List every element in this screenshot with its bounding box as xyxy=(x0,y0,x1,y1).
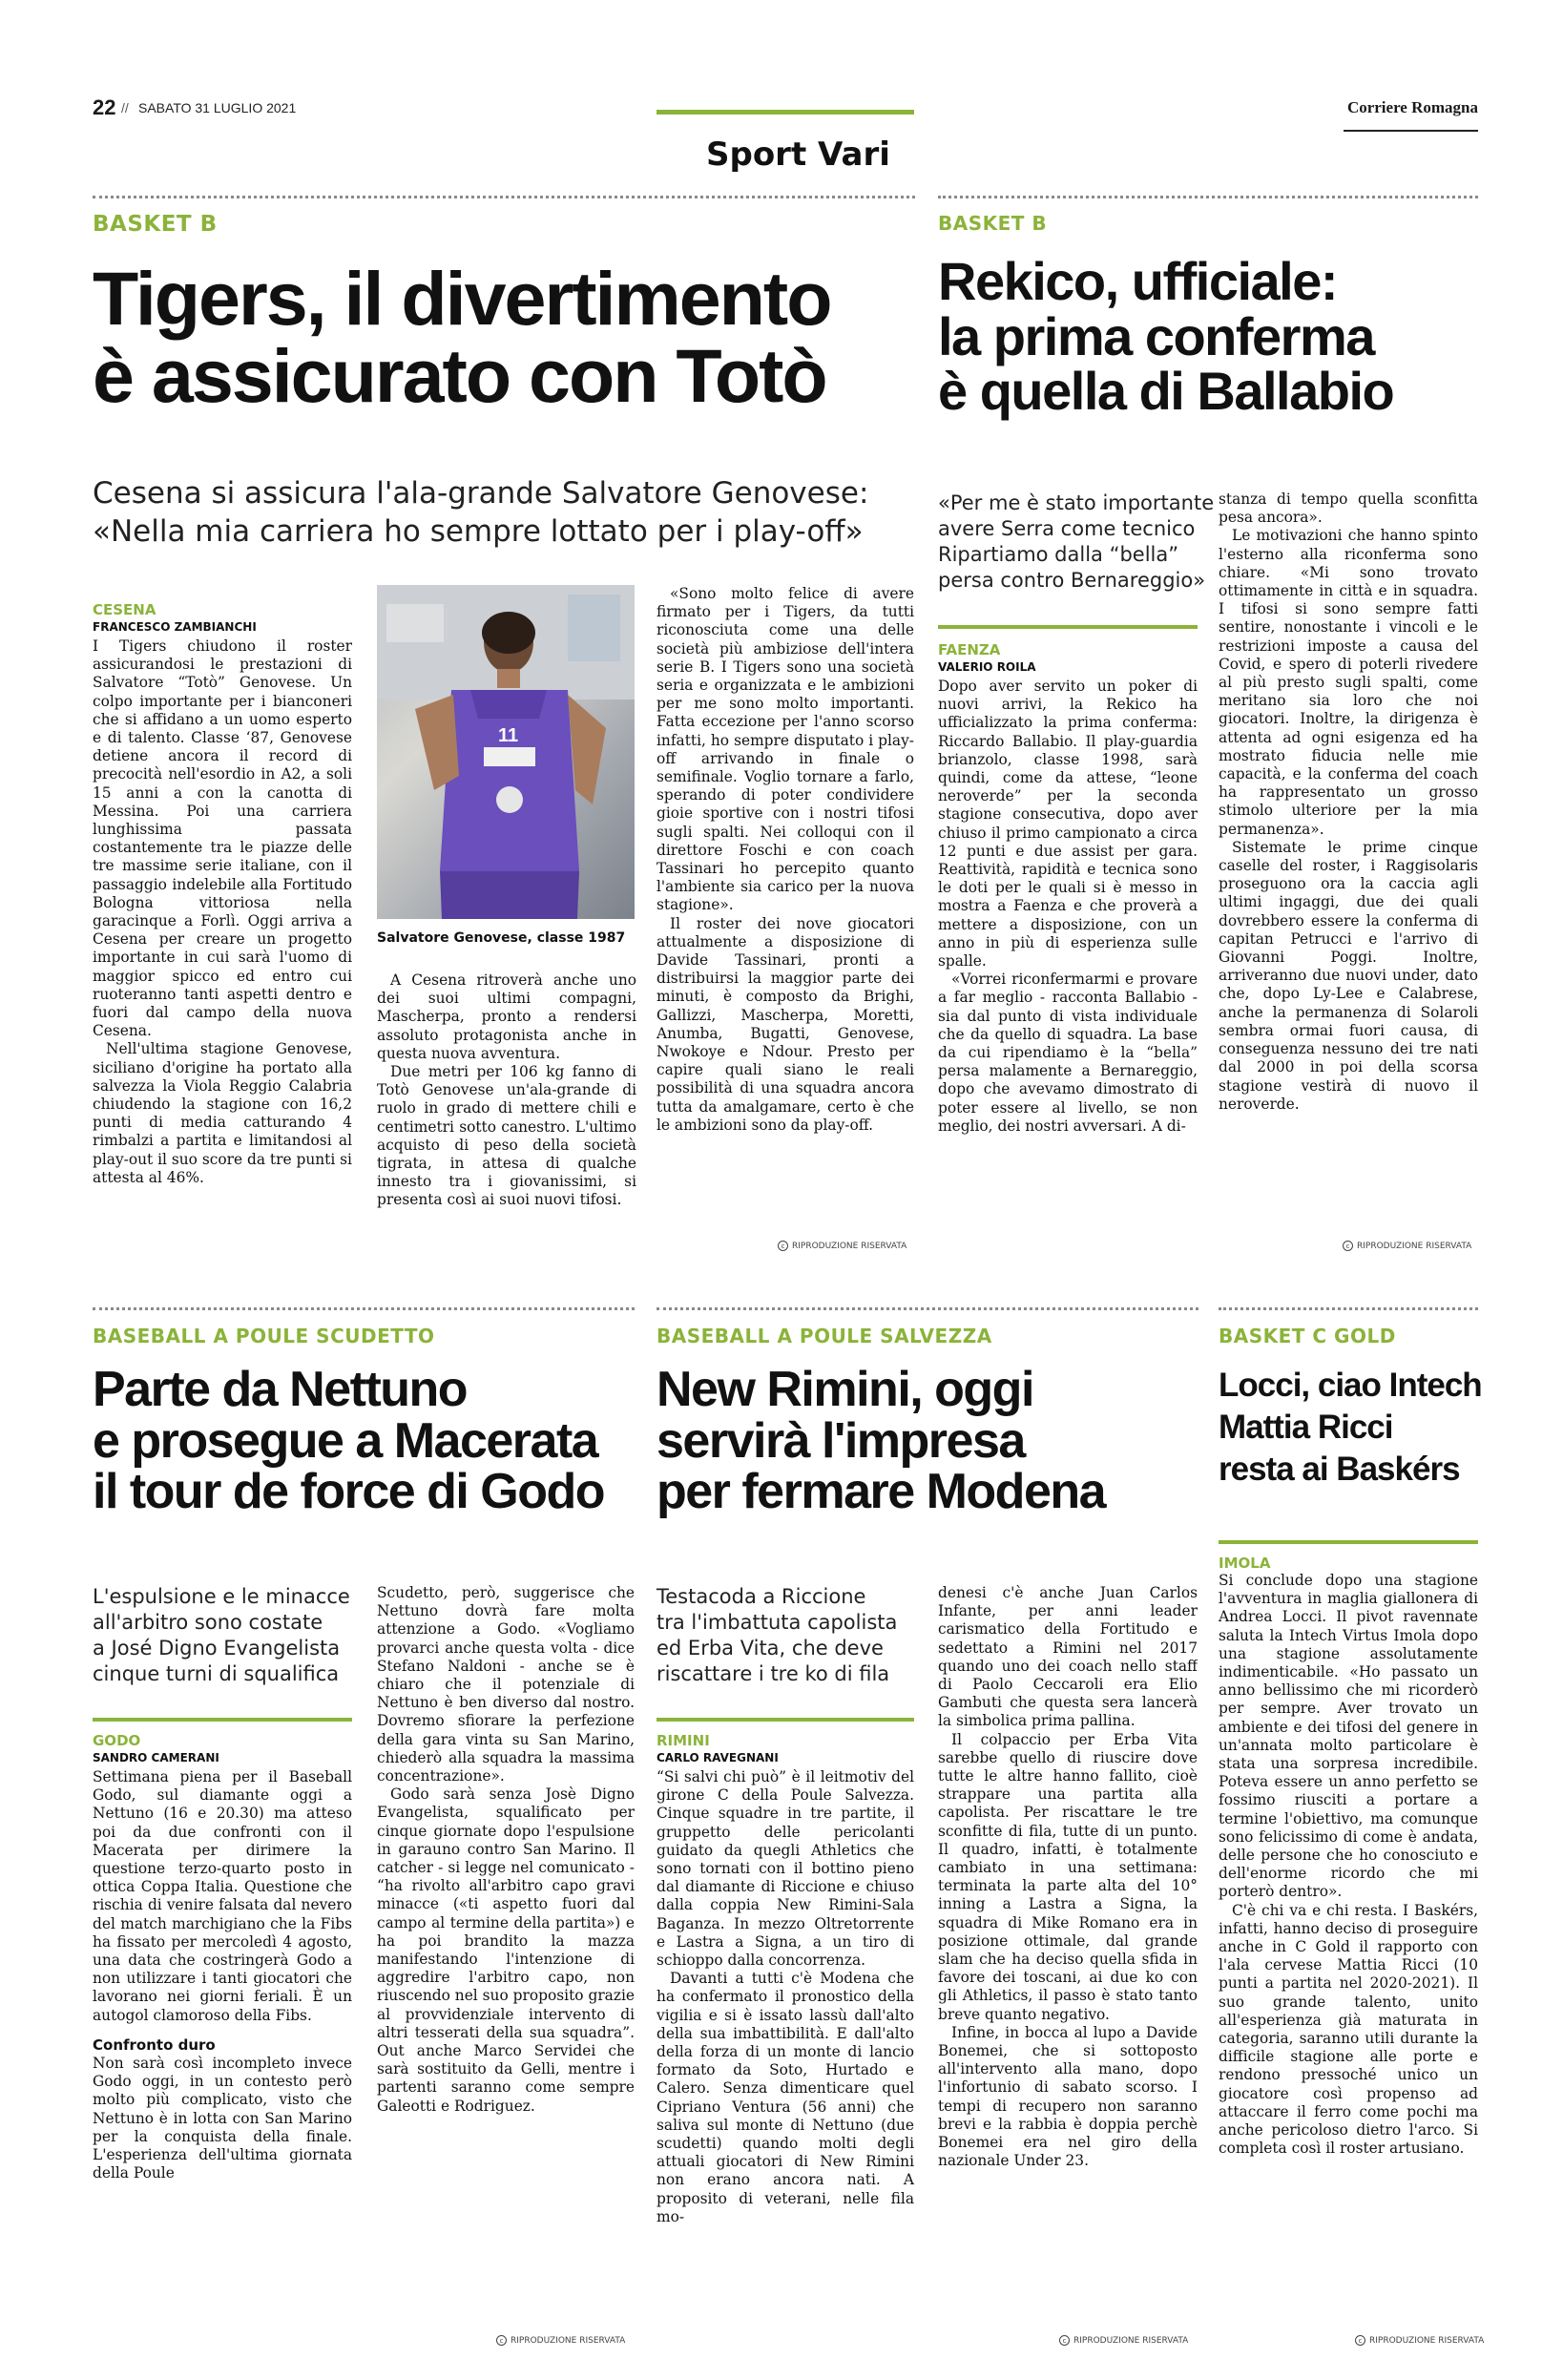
headline-a1: Tigers, il divertimento è assicurato con Totò xyxy=(93,256,831,419)
masthead: Corriere Romagna xyxy=(1346,98,1478,116)
location-a2: FAENZA xyxy=(938,641,1001,658)
rubric-a5: BASKET C GOLD xyxy=(1219,1325,1396,1347)
dotted-rule xyxy=(1219,1307,1478,1310)
copyright-a2: c RIPRODUZIONE RISERVATA xyxy=(1343,1241,1471,1251)
player-illustration xyxy=(377,585,635,919)
dotted-rule xyxy=(93,1307,635,1310)
a1-col3: «Sono molto felice di avere firmato per i Tigers, da tutti riconosciuta come una delle società più ambiziose dell'intera serie B. I Tigers sono una società seria e organizzata e le ambizioni per me sono molto importanti. Fatta eccezione per l'anno scorso infatti, ho sempre disputato i play-off arrivando in finale o semifinale. Voglio tornare a farlo, sperando di poter condividere gioie sportive con i nostri tifosi sugli spalti. Nei colloqui con il direttore Foschi e con coach Tassinari ho percepito quanto l'ambiente sia carico per la nuova stagione». Il roster dei nove giocatori attualmente a disposizione di Davide Tassinari, pronti a distribuirsi la maggior parte dei minuti, è composto da Brighi, Gallizzi, Mascherpa, Moretti, Anumba, Bugatti, Genovese, Nwokoye e Ndour. Presto per capire quali siano le reali possibilità di una squadra ancora tutta da amalgamare, certo è che le ambizioni sono da play-off. xyxy=(656,585,914,1134)
a1-col1: CESENA FRANCESCO ZAMBIANCHI I Tigers chiudono il roster assicurandosi le prestazioni di Salvatore “Totò” Genovese. Un colpo importante per i bianconeri che si affidano a un uomo esperto e di talento. Classe ‘87, Genovese detiene ancora il record di precocità nell'esordio in A2, a soli 15 anni a con la canotta di Messina. Poi una carriera lunghissima passata costantemente tra le piazze delle tre massime serie italiane, con il passaggio indelebile alla Fortitudo Bologna vittoriosa nella garacinque a Forlì. Oggi arriva a Cesena per creare un progetto importante in cui sarà l'uomo di maggior spicco ed entro cui ruoteranno tanti aspetti dentro e fuori dal campo della nuova Cesena. Nell'ultima stagione Genovese, siciliano d'origine ha portato alla salvezza la Viola Reggio Calabria chiudendo la stagione con 16,2 punti di media catturando 4 rimbalzi a partita e limitandosi al play-out il suo score da tre punti si attesta al 46%. xyxy=(93,601,352,1186)
headline-a4: New Rimini, oggi servirà l'impresa per fermare Modena xyxy=(656,1362,1106,1520)
a2-col1: FAENZA VALERIO ROILA Dopo aver servito un poker di nuovi arrivi, la Rekico ha ufficializzato la prima conferma: Riccardo Ballabio. Il play-guardia brianzolo, classe 1998, sarà quindi, come da attese, “leone neroverde” per la seconda stagione consecutiva, dopo aver chiuso il primo campionato a circa 12 punti e due assist per gara. Reattività, rapidità e tecnica sono le doti per le quali si è messo in mostra a Faenza e che proverà a mettere a disposizione, con un anno in più di esperienza sulle spalle. «Vorrei riconfermarmi e provare a far meglio - racconta Ballabio - sia dal punto di vista individuale che da quello di squadra. La base da cui ripendiamo è la “bella” persa malamente a Bernareggio, dopo che avevamo dimostrato di poter essere al livello, se non meglio, dei nostri avversari. A di- xyxy=(938,641,1198,1135)
a3-col1: GODO SANDRO CAMERANI Settimana piena per il Baseball Godo, sul diamante oggi a Nettuno (16 e 20.30) ma atteso poi da due confronti con il Macerata per dirimere la questione terzo-quarto posto in ottica Coppa Italia. Questione che rischia di venire falsata dal nevero del match marchigiano che la Fibs ha fissato per mercoledì 4 agosto, una data che costringerà Godo a non utilizzare i tanti giocatori che lavorano nei giorni feriali. È un autogol clamoroso della Fibs. Confronto duro Non sarà così incompleto invece Godo oggi, in un contesto però molto più complicato, visto che Nettuno è in lotta con San Marino per la conquista della finale. L'esperienza dell'ultima giornata della Poule xyxy=(93,1732,352,2182)
header-rule xyxy=(656,110,914,115)
dotted-rule xyxy=(93,196,915,198)
headline-a5: Locci, ciao Intech Mattia Ricci resta ai Baskérs xyxy=(1219,1367,1482,1488)
location-a4: RIMINI xyxy=(656,1732,710,1749)
headline-a3: Parte da Nettuno e prosegue a Macerata il tour de force di Godo xyxy=(93,1362,604,1520)
copyright-icon: c xyxy=(1355,2335,1365,2346)
deck-a2: «Per me è stato importante avere Serra come tecnico Ripartiamo dalla “bella” persa contro Bernareggio» xyxy=(938,491,1215,592)
rubric-a2: BASKET B xyxy=(938,212,1048,235)
a4-col2: denesi c'è anche Juan Carlos Infante, per anni leader carismatico della Fortitudo e sedettato a Rimini nel 2017 quando uno dei coach nello staff di Paolo Ceccaroli era Elio Gambuti che questa sera lancerà la simbolica prima pallina. Il colpaccio per Erba Vita sarebbe quello di riuscire dove tutte le altre hanno fallito, cioè strappare una partita alla capolista. Per riscattare le tre sconfitte di fila, tutte di un punto. Il quadro, infatti, è totalmente cambiato in una settimana: terminata la parte alta del 10° inning a Lastra a Signa, la squadra di Mike Romano era in posizione ottimale, dal grande slam che ha deciso quella sfida in favore dei toscani, ai due ko con gli Athletics, il passo è stato tanto breve quanto negativo. Infine, in bocca al lupo a Davide Bonemei, che si sottoposto all'intervento alla mano, dopo l'infortunio di sabato scorso. I tempi di recupero non saranno brevi e la rabbia è doppia perchè Bonemei era nel giro della nazionale Under 23. xyxy=(938,1584,1198,2170)
separator-green xyxy=(656,1718,914,1722)
a3-col2: Scudetto, però, suggerisce che Nettuno dovrà fare molta attenzione a Godo. «Vogliamo provarci anche questa volta - dice Stefano Naldoni - anche se è chiaro che il potenziale di Nettuno è ben diverso dal nostro. Dovremo sfiorare la perfezione della gara vinta su San Marino, chiederò alla squadra la massima concentrazione». Godo sarà senza Josè Digno Evangelista, squalificato per cinque giornate dopo l'espulsione in garauno contro San Marino. Il catcher - si legge nel comunicato - “ha rivolto all'arbitro capo gravi minacce («ti aspetto fuori dal campo al termine della partita») e ha poi brandito la mazza manifestando l'intenzione di aggredire l'arbitro capo, non riuscendo nel suo proposito grazie al provvidenziale intervento di altri tesserati della sua squadra”. Out anche Marco Servidei che sarà sostituito da Gelli, mentre i partenti saranno come sempre Galeotti e Rodriguez. xyxy=(377,1584,635,2115)
a4-col1: RIMINI CARLO RAVEGNANI “Si salvi chi può” è il leitmotiv del girone C della Poule Salvezza. Cinque squadre in tre partite, il gruppetto delle pericolanti guidato da quegli Athletics che sono tornati con il bottino pieno dal diamante di Riccione e chiuso dalla coppia New Rimini-Sala Baganza. In mezzo Oltretorrente e Lastra a Signa, a un tiro di schioppo dalla concorrenza. Davanti a tutti c'è Modena che ha confermato il pronostico della vigilia e si è issato lassù dall'alto della sua imbattibilità. E dall'alto della forza di un monte di lancio formato da Soto, Hurtado e Calero. Senza dimenticare quel Cipriano Ventura (56 anni) che saliva sul monte di Nettuno (due scudetti) quando molti degli attuali giocatori di New Rimini non erano ancora nati. A proposito di veterani, nelle fila mo- xyxy=(656,1732,914,2225)
copyright-icon: c xyxy=(1343,1241,1353,1251)
separator-green xyxy=(938,625,1198,629)
dotted-rule xyxy=(656,1307,1198,1310)
copyright-a4: c RIPRODUZIONE RISERVATA xyxy=(1059,2335,1188,2346)
photo-caption: Salvatore Genovese, classe 1987 xyxy=(377,930,626,946)
copyright-icon: c xyxy=(1059,2335,1070,2346)
deck-a1: Cesena si assicura l'ala-grande Salvatore Genovese: «Nella mia carriera ho sempre lottato per i play-off» xyxy=(93,476,869,549)
a2-col2: stanza di tempo quella sconfitta pesa ancora». Le motivazioni che hanno spinto l'esterno alla riconferma sono chiare. «Mi sono trovato ottimamente in città e in squadra. I tifosi si sono sempre fatti sentire, nonostante i vincoli e le restrizioni imposte a causa del Covid, e spero di poterli rivedere al più presto sugli spalti, come meritano sia loro che noi giocatori. Inoltre, la dirigenza è attenta ad ogni esigenza ed ha mostrato fiducia nelle mie capacità, e la conferma del coach ha rappresentato un grosso stimolo ulteriore per la mia permanenza». Sistemate le prime cinque caselle del roster, i Raggisolaris proseguono ora la caccia agli ultimi ingaggi, due dei quali dovrebbero essere la conferma di capitan Petrucci e l'arrivo di Giovanni Poggi. Inoltre, arriveranno due nuovi under, dato che, dopo Ly-Lee e Calabrese, anche la permanenza di Solaroli sembra ormai fuori causa, di conseguenza nessuno dei tre nati dal 2000 in poi della scorsa stagione vestirà di nuovo il neroverde. xyxy=(1219,491,1478,1113)
location-a3: GODO xyxy=(93,1732,141,1749)
subheading: Confronto duro xyxy=(93,2036,216,2054)
author-a2: VALERIO ROILA xyxy=(938,660,1036,674)
a5-col1: IMOLA Si conclude dopo una stagione l'avventura in maglia giallonera di Andrea Locci. Il pivot ravennate saluta la Intech Virtus Imola dopo una stagione assolutamente indimenticabile. «Ho passato un anno bellissimo che mi ricorderò per sempre. Aver trovato un ambiente e dei tifosi del genere in un'annata molto particolare è stata una sorpresa incredibile. Poteva essere un anno perfetto se fossimo riusciti a portare a termine l'obiettivo, ma comunque sono felicissimo di come è andata, delle persone che ho conosciuto e dell'enorme ricordo che mi porterò dentro». C'è chi va e chi resta. I Baskérs, infatti, hanno deciso di proseguire anche in C Gold il rapporto con l'ala cervese Mattia Ricci (10 punti a partita nel 2020-2021). Il suo grande talento, unito all'esperienza già maturata in categoria, saranno utili durante la difficile stagione alle porte e rendono pressoché unico un giocatore così propenso ad attaccare il ferro come pochi ma anche pericoloso dietro l'arco. Si completa così il roster artusiano. xyxy=(1219,1555,1478,2158)
separator-green xyxy=(93,1718,352,1722)
location-a1: CESENA xyxy=(93,601,156,618)
a1-col2: A Cesena ritroverà anche uno dei suoi ultimi compagni, Mascherpa, pronto a rendersi assoluto protagonista anche in questa nuova avventura. Due metri per 106 kg fanno di Totò Genovese un'ala-grande di ruolo in grado di mettere chili e centimetri sotto canestro. L'ultimo acquisto di peso della società tigrata, in attesa di qualche innesto tra i giovanissimi, si presenta così ai suoi nuovi tifosi. xyxy=(377,971,636,1209)
headline-a2: Rekico, ufficiale: la prima conferma è quella di Ballabio xyxy=(938,251,1394,422)
header-line xyxy=(1344,130,1478,132)
rubric-a1: BASKET B xyxy=(93,212,218,237)
jersey-number: 11 xyxy=(498,725,519,746)
copyright-a5: c RIPRODUZIONE RISERVATA xyxy=(1355,2335,1484,2346)
author-a3: SANDRO CAMERANI xyxy=(93,1751,219,1764)
page-date: SABATO 31 LUGLIO 2021 xyxy=(138,100,297,115)
section-title: Sport Vari xyxy=(706,136,890,174)
author-a1: FRANCESCO ZAMBIANCHI xyxy=(93,620,257,634)
author-a4: CARLO RAVEGNANI xyxy=(656,1751,779,1764)
copyright-a3: c RIPRODUZIONE RISERVATA xyxy=(496,2335,625,2346)
location-a5: IMOLA xyxy=(1219,1555,1271,1572)
copyright-icon: c xyxy=(496,2335,507,2346)
photo-genovese xyxy=(377,585,635,919)
copyright-a1: c RIPRODUZIONE RISERVATA xyxy=(778,1241,907,1251)
deck-a3: L'espulsione e le minacce all'arbitro sono costate a José Digno Evangelista cinque turni di squalifica xyxy=(93,1585,350,1685)
separator-green xyxy=(1219,1540,1478,1544)
dotted-rule xyxy=(938,196,1478,198)
page-number: 22 xyxy=(93,95,116,119)
deck-a4: Testacoda a Riccione tra l'imbattuta capolista ed Erba Vita, che deve riscattare i tre ko di fila xyxy=(656,1585,898,1685)
rubric-a3: BASEBALL A POULE SCUDETTO xyxy=(93,1325,435,1347)
page-separator: // xyxy=(121,100,129,115)
copyright-icon: c xyxy=(778,1241,788,1251)
rubric-a4: BASEBALL A POULE SALVEZZA xyxy=(656,1325,992,1347)
